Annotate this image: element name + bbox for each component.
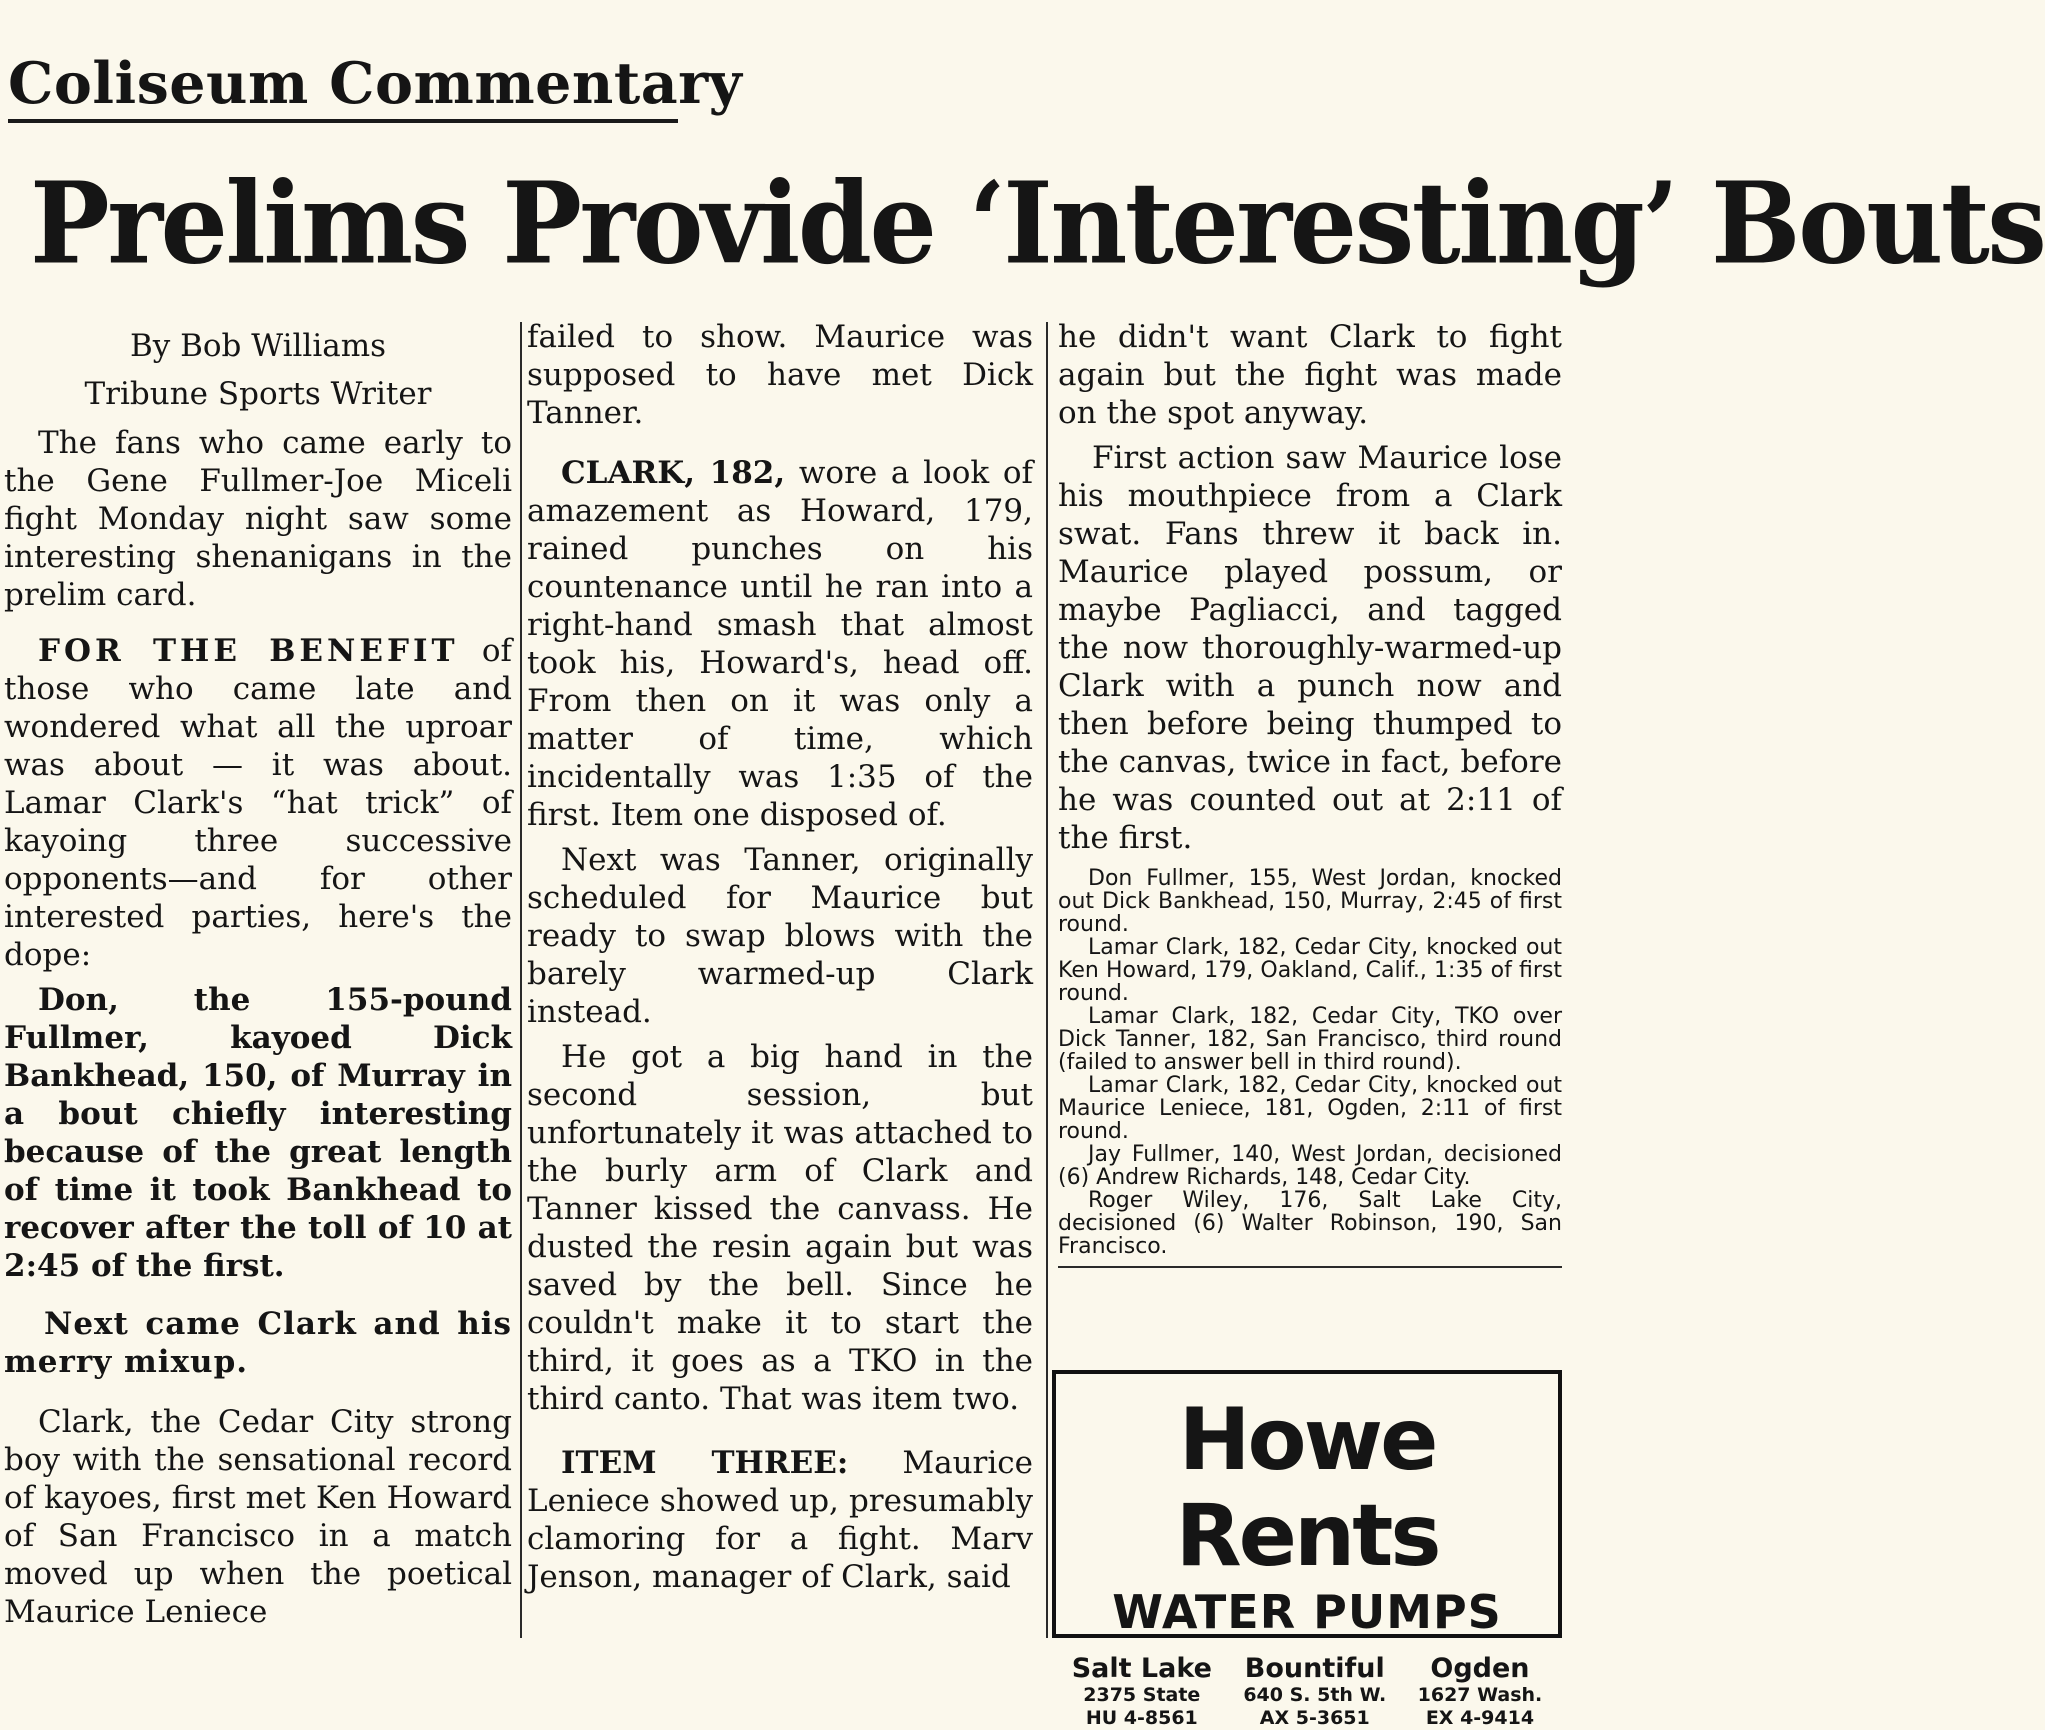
paragraph [4,632,512,974]
ad-location-city: Ogden [1430,1653,1530,1684]
advertisement [1052,1370,1562,1729]
ad-location-phone: HU 4-8561 [1085,1707,1198,1729]
article-column-2 [527,318,1033,1638]
ad-location-city: Salt Lake [1071,1653,1212,1684]
column-rule [1046,322,1048,1638]
byline [4,322,512,418]
byline-title: Tribune Sports Writer [84,376,432,412]
column-rule [520,322,522,1638]
result-item: Lamar Clark, 182, Cedar City, knocked out Maurice Leniece, 181, Ogden, 2:11 of first round. [1058,1073,1562,1144]
ad-location-city: Bountiful [1244,1653,1385,1684]
paragraph: He got a big hand in the second session, but unfortunately it was attached to the burly arm of Clark and Tanner kissed the canvass. He dusted the resin again but was saved by the bell. Since he couldn't make it to start the third, it goes as a TKO in the third canto. That was item two. [527,1039,1033,1417]
paragraph-lead: ITEM THREE: [561,1445,849,1481]
paragraph: Next was Tanner, originally scheduled for Maurice but ready to swap blows with the barely warmed-up Clark instead. [527,842,1033,1030]
paragraph: The fans who came early to the Gene Fullmer-Joe Miceli fight Monday night saw some interesting shenanigans in the prelim card. [4,425,512,613]
paragraph: Clark, the Cedar City strong boy with the sensational record of kayoes, first met Ken Howard of San Francisco in a match moved up when the poetical Maurice Leniece [4,1404,512,1630]
ad-location [1243,1654,1386,1730]
paragraph: Don, the 155-pound Fullmer, kayoed Dick Bankhead, 150, of Murray in a bout chiefly interesting because of the great length of time it took Bankhead to recover after the toll of 10 at 2:45 of the first. [4,982,512,1284]
ad-brand: Howe Rents [1175,1390,1439,1586]
paragraph [527,454,1033,834]
ad-location-address: 2375 State [1083,1684,1201,1706]
result-item: Roger Wiley, 176, Salt Lake City, decisioned (6) Walter Robinson, 190, San Francisco. [1058,1188,1562,1259]
result-item: Lamar Clark, 182, Cedar City, TKO over Dick Tanner, 182, San Francisco, third round (failed to answer bell in third round). [1058,1004,1562,1075]
ad-location-address: 640 S. 5th W. [1243,1684,1387,1706]
paragraph-body: wore a look of amazement as Howard, 179, rained punches on his countenance until he ran into a right-hand smash that almost took his, Howard's, head off. From then on it was only a matter of time, which incidentally was 1:35 of the first. Item one disposed of. [527,455,1033,833]
section-kicker: Coliseum Commentary [8,50,678,123]
paragraph: failed to show. Maurice was supposed to have met Dick Tanner. [527,319,1033,431]
headline: Prelims Provide ‘Interesting’ Bouts [30,156,2045,290]
article-column-1 [4,318,512,1638]
result-item: Don Fullmer, 155, West Jordan, knocked out Dick Bankhead, 150, Murray, 2:45 of first round. [1058,866,1562,937]
paragraph: First action saw Maurice lose his mouthpiece from a Clark swat. Fans threw it back in. Maurice played possum, or maybe Pagliacci, and tagged the now thoroughly-warmed-up Clark with a punch now and then before being thumped to the canvas, twice in fact, before he was counted out at 2:11 of the first. [1058,440,1562,856]
ad-location [1418,1654,1543,1730]
results-rule [1058,1266,1562,1268]
paragraph: he didn't want Clark to fight again but the fight was made on the spot anyway. [1058,319,1562,431]
ad-location-address: 1627 Wash. [1417,1684,1543,1706]
paragraph [527,1444,1033,1596]
paragraph-lead: CLARK, 182, [561,455,786,491]
ad-product: WATER PUMPS [1112,1585,1502,1639]
ad-locations [1056,1654,1558,1730]
subhead: Next came Clark and his merry mixup. [4,1306,512,1380]
ad-location-phone: AX 5-3651 [1259,1707,1370,1729]
paragraph-lead: FOR THE BENEFIT [38,633,459,669]
ad-location-phone: EX 4-9414 [1425,1707,1535,1729]
bout-results [1058,867,1562,1258]
result-item: Jay Fullmer, 140, West Jordan, decisioned (6) Andrew Richards, 148, Cedar City. [1058,1142,1562,1190]
paragraph-body: of those who came late and wondered what all the uproar was about — it was about. Lamar Clark's “hat trick” of kayoing three successive opponents—and for other interested parties, here's the dope: [4,633,512,973]
paragraph-body: Maurice Leniece showed up, presumably clamoring for a fight. Marv Jenson, manager of Clark, said [527,1445,1033,1595]
result-item: Lamar Clark, 182, Cedar City, knocked out Ken Howard, 179, Oakland, Calif., 1:35 of first round. [1058,935,1562,1006]
byline-author: By Bob Williams [129,328,387,364]
ad-location [1072,1654,1212,1730]
